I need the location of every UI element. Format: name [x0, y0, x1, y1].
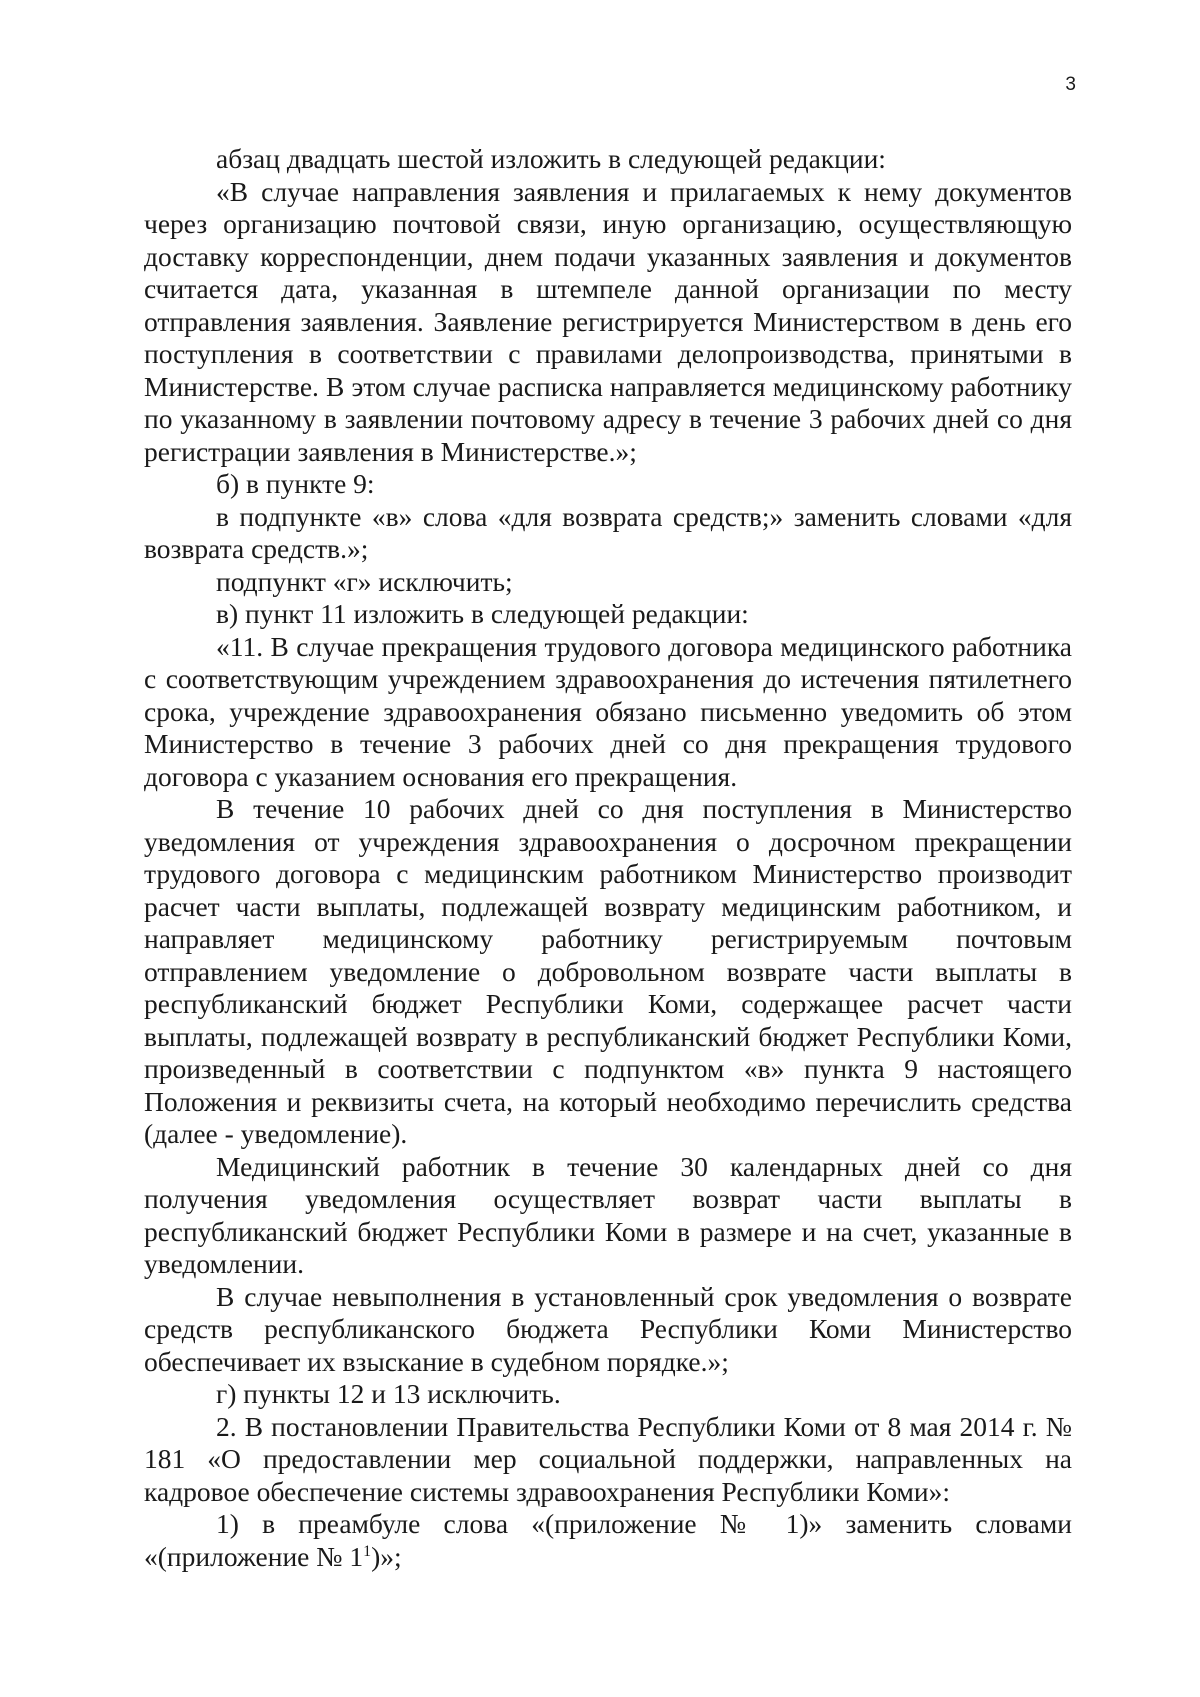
paragraph-text: 1) в преамбуле слова «(приложение № 1)» заменить словами «(приложение № 1: [144, 1508, 1072, 1572]
paragraph: В случае невыполнения в установленный срок уведомления о возврате средств республиканского бюджета Республики Коми Министерство обеспечивает их взыскание в судебном порядке.»;: [144, 1280, 1072, 1377]
paragraph: подпункт «г» исключить;: [216, 565, 513, 597]
paragraph: в) пункт 11 изложить в следующей редакции:: [216, 598, 749, 629]
paragraph-tail: )»;: [371, 1540, 402, 1572]
document-body: [144, 143, 1072, 1573]
paragraph: абзац двадцать шестой изложить в следующей редакции:: [216, 143, 886, 174]
paragraph-last: [144, 1508, 1072, 1573]
page-number: 3: [1065, 74, 1076, 95]
paragraph: В течение 10 рабочих дней со дня поступления в Министерство уведомления от учреждения здравоохранения о досрочном прекращении трудового договора с медицинским работником Министерство производит расчет части выплаты, подлежащей возврату медицинским работником, и направляет медицинскому работнику регистрируемым почтовым отправлением уведомление о добровольном возврате части выплаты в республиканский бюджет Республики Коми, содержащее расчет части выплаты, подлежащей возврату в республиканский бюджет Республики Коми, произведенный в соответствии с подпунктом «в» пункта 9 настоящего Положения и реквизиты счета, на который необходимо перечислить средства (далее - уведомление).: [144, 793, 1072, 1149]
paragraph: в подпункте «в» слова «для возврата средств;» заменить словами «для возврата средств.»;: [144, 500, 1072, 564]
paragraph: Медицинский работник в течение 30 календарных дней со дня получения уведомления осуществляет возврат части выплаты в республиканский бюджет Республики Коми в размере и на счет, указанные в уведомлении.: [144, 1150, 1072, 1279]
paragraph: г) пункты 12 и 13 исключить.: [216, 1378, 561, 1409]
paragraph: «11. В случае прекращения трудового договора медицинского работника с соответствующим учреждением здравоохранения до истечения пятилетнего срока, учреждение здравоохранения обязано письменно уведомить об этом Министерство в течение 3 рабочих дней со дня прекращения трудового договора с указанием основания его прекращения.: [144, 630, 1072, 792]
superscript: 1: [363, 1542, 372, 1560]
paragraph: 2. В постановлении Правительства Республики Коми от 8 мая 2014 г. № 181 «О предоставлении мер социальной поддержки, направленных на кадровое обеспечение системы здравоохранения Республики Коми»:: [144, 1410, 1072, 1507]
paragraph: «В случае направления заявления и прилагаемых к нему документов через организацию почтовой связи, иную организацию, осуществляющую доставку корреспонденции, днем подачи указанных заявления и документов считается дата, указанная в штемпеле данной организации по месту отправления заявления. Заявление регистрируется Министерством в день его поступления в соответствии с правилами делопроизводства, принятыми в Министерстве. В этом случае расписка направляется медицинскому работнику по указанному в заявлении почтовому адресу в течение 3 рабочих дней со дня регистрации заявления в Министерстве.»;: [144, 175, 1072, 467]
paragraph: б) в пункте 9:: [216, 468, 375, 499]
